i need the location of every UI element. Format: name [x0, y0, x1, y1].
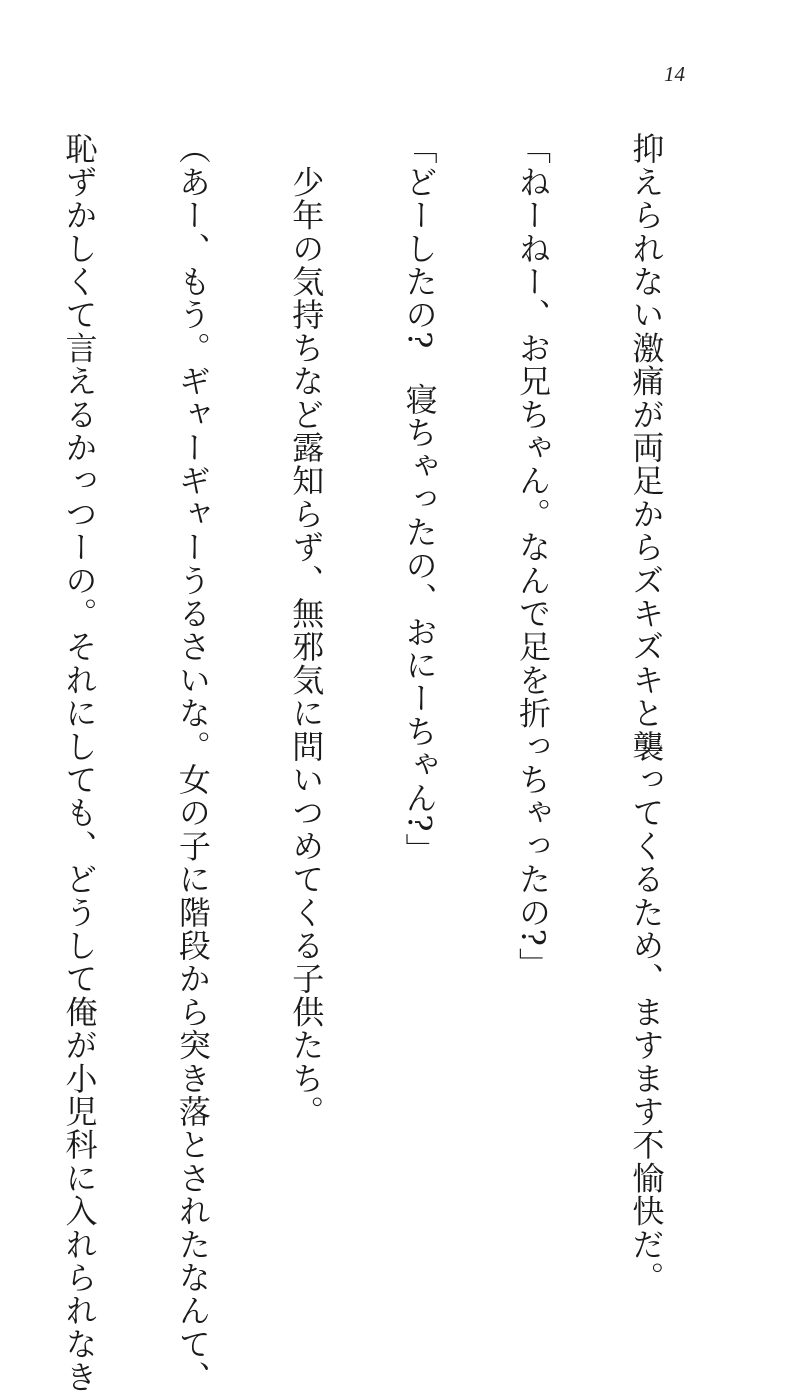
text-line: （あー、もう。ギャーギャーうるさいな。女の子に階段から突き落とされたなんて、 [173, 132, 212, 1394]
body-text [60, 132, 740, 1394]
text-line: 「ねーねー、お兄ちゃん。なんで足を折っちゃったの?」 [514, 132, 553, 981]
text-line: 少年の気持ちなど露知らず、無邪気に問いつめてくる子供たち。 [287, 132, 326, 1128]
text-line: 「どーしたの? 寝ちゃったの、おにーちゃん?」 [400, 132, 439, 866]
text-line: 抑えられない激痛が両足からズキズキと襲ってくるため、ますます不愉快だ。 [627, 132, 666, 1294]
page-number: 14 [664, 62, 685, 86]
text-line: 恥ずかしくて言えるかっつーの。それにしても、どうして俺が小児科に入れられなき [60, 132, 99, 1394]
